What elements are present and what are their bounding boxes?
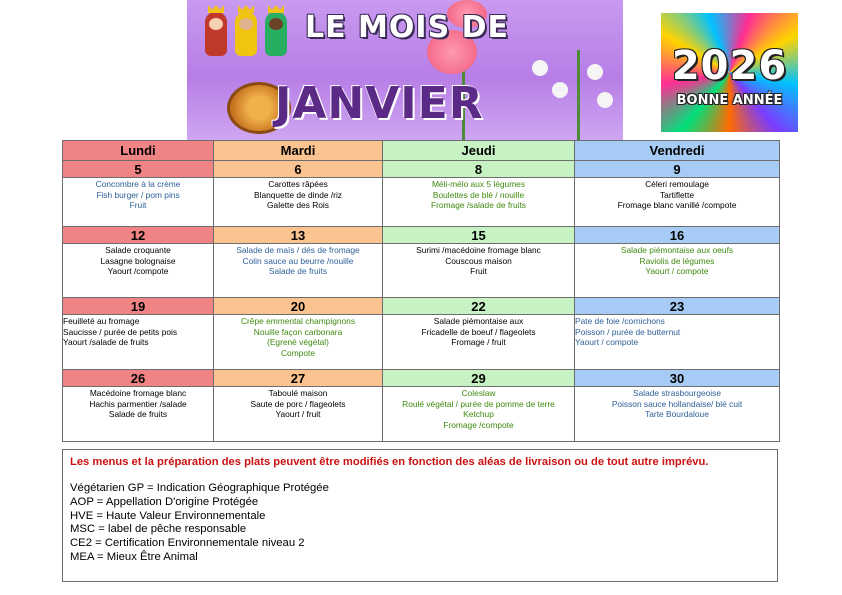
menu-item: Lasagne bolognaise — [100, 255, 176, 266]
menu-row — [63, 244, 780, 298]
date-cell: 29 — [383, 370, 575, 387]
menu-item: Compote — [281, 347, 315, 358]
date-cell: 23 — [575, 298, 780, 315]
date-cell: 27 — [214, 370, 383, 387]
menu-item: Fromage /compote — [443, 419, 514, 430]
legend-item: Végétarien GP = Indication Géographique Protégée — [70, 482, 329, 494]
menu-item: Salade piémontaise aux — [433, 316, 524, 326]
menu-item: Céleri remoulage — [645, 179, 709, 189]
flower-stem — [577, 50, 580, 140]
menu-item: Tartiflette — [660, 189, 694, 200]
date-row — [63, 298, 780, 315]
menu-item: Fish burger / pom pins — [96, 189, 180, 200]
menu-item: Tarte Bourdaloue — [645, 409, 709, 420]
menu-item: (Egrené végétal) — [267, 337, 329, 348]
menu-item: Salade croquante — [105, 245, 171, 255]
date-cell: 8 — [383, 161, 575, 178]
day-header-jeudi: Jeudi — [383, 141, 575, 161]
menu-row — [63, 387, 780, 442]
menu-item: Yaourt /salade de fruits — [63, 337, 149, 348]
menu-item: Nouille façon carbonara — [253, 326, 343, 337]
date-cell: 20 — [214, 298, 383, 315]
menu-cell — [383, 387, 575, 442]
menu-item: Yaourt /compote — [107, 266, 169, 277]
date-cell: 22 — [383, 298, 575, 315]
banner-title: LE MOIS DE — [305, 10, 510, 45]
menu-cell — [214, 315, 383, 370]
menu-item: Fromage / fruit — [451, 337, 506, 348]
menu-item: Concombre à la crème — [95, 179, 181, 189]
legend-item: MSC = label de pêche responsable — [70, 523, 247, 536]
menu-cell — [383, 244, 575, 298]
date-cell: 13 — [214, 227, 383, 244]
greeting-label: BONNE ANNÉE — [676, 93, 783, 108]
menu-item: Roulé végétal / purée de pomme de terre — [402, 398, 555, 409]
menu-item: Pate de foie /cornichons — [575, 316, 665, 326]
menu-item: Carottes râpées — [268, 179, 328, 189]
date-cell: 19 — [63, 298, 214, 315]
year-label: 2026 — [671, 43, 788, 89]
menu-cell — [63, 315, 214, 370]
menu-item: Blanquette de dinde /riz — [254, 189, 342, 200]
menu-item: Yaourt / compote — [645, 266, 709, 277]
menu-item: Galette des Rois — [267, 200, 329, 211]
menu-item: Surimi /macédoine fromage blanc — [416, 245, 541, 255]
legend-item: MEA = Mieux Être Animal — [70, 550, 198, 563]
menu-item: Fruit — [470, 266, 487, 277]
menu-item: Yaourt / compote — [575, 337, 639, 348]
menu-item: Crêpe emmental champignons — [240, 316, 356, 326]
menu-item: Saucisse / purée de petits pois — [63, 326, 178, 337]
snowdrop-flower — [532, 60, 548, 76]
king-illustration — [205, 12, 227, 56]
menu-cell — [63, 387, 214, 442]
menu-row — [63, 315, 780, 370]
menu-item: Poisson / purée de butternut — [575, 326, 681, 337]
menu-item: Taboulé maison — [268, 388, 328, 398]
king-illustration — [235, 12, 257, 56]
menu-item: Salade piémontaise aux oeufs — [620, 245, 734, 255]
menu-cell — [575, 387, 780, 442]
day-header-mardi: Mardi — [214, 141, 383, 161]
snowdrop-flower — [597, 92, 613, 108]
day-header-row — [63, 141, 780, 161]
menu-item: Salade de fruits — [268, 266, 328, 277]
menu-cell — [575, 178, 780, 227]
legend-item: CE2 = Certification Environnementale niveau 2 — [70, 537, 305, 550]
date-cell: 15 — [383, 227, 575, 244]
legend-item: AOP = Appellation D'origine Protégée — [70, 495, 259, 508]
menu-item: Fruit — [129, 200, 147, 211]
menu-cell — [214, 244, 383, 298]
menu-item: Fromage /salade de fruits — [431, 200, 526, 211]
date-cell: 12 — [63, 227, 214, 244]
menu-item: Salade de maïs / dés de fromage — [236, 245, 360, 255]
menu-item: Méli-mélo aux 5 légumes — [431, 179, 526, 189]
date-cell: 9 — [575, 161, 780, 178]
menu-item: Ketchup — [463, 409, 494, 420]
warning-text: Les menus et la préparation des plats peuvent être modifiés en fonction des aléas de livraison ou de tout autre imprévu. — [70, 456, 709, 468]
menu-item: Yaourt / fruit — [275, 409, 321, 420]
menu-item: Colin sauce au beurre /nouille — [242, 255, 354, 266]
menu-cell — [383, 315, 575, 370]
menu-cell — [575, 315, 780, 370]
date-cell: 30 — [575, 370, 780, 387]
date-row — [63, 370, 780, 387]
menu-item: Saute de porc / flageolets — [250, 398, 346, 409]
menu-item: Poisson sauce hollandaise/ blé cuit — [611, 398, 743, 409]
menu-item: Salade de fruits — [108, 409, 168, 420]
day-header-lundi: Lundi — [63, 141, 214, 161]
menu-table — [62, 140, 780, 442]
menu-item: Coleslaw — [461, 388, 496, 398]
menu-item: Fromage blanc vanillé /compote — [617, 200, 737, 211]
date-row — [63, 227, 780, 244]
menu-item: Hachis parmentier /salade — [89, 398, 187, 409]
date-cell: 6 — [214, 161, 383, 178]
menu-item: Salade strasbourgeoise — [633, 388, 721, 398]
legend-item: HVE = Haute Valeur Environnementale — [70, 509, 266, 522]
date-cell: 5 — [63, 161, 214, 178]
menu-item: Macédoine fromage blanc — [89, 388, 187, 398]
menu-item: Boulettes de blé / nouille — [432, 189, 525, 200]
day-header-vendredi: Vendredi — [575, 141, 780, 161]
new-year-badge — [661, 13, 798, 132]
header-banner — [187, 0, 623, 140]
menu-row — [63, 178, 780, 227]
menu-cell — [63, 178, 214, 227]
menu-item: Feuilleté au fromage — [63, 316, 140, 326]
snowdrop-flower — [552, 82, 568, 98]
date-cell: 16 — [575, 227, 780, 244]
date-row — [63, 161, 780, 178]
notes-box — [62, 449, 778, 582]
menu-item: Couscous maison — [445, 255, 512, 266]
menu-cell — [383, 178, 575, 227]
date-cell: 26 — [63, 370, 214, 387]
snowdrop-flower — [587, 64, 603, 80]
menu-item: Raviolis de légumes — [639, 255, 715, 266]
king-illustration — [265, 12, 287, 56]
banner-month: JANVIER — [275, 78, 484, 129]
legend-list — [70, 482, 329, 565]
menu-cell — [63, 244, 214, 298]
menu-cell — [575, 244, 780, 298]
menu-item: Fricadelle de boeuf / flageolets — [421, 326, 536, 337]
menu-cell — [214, 387, 383, 442]
menu-cell — [214, 178, 383, 227]
